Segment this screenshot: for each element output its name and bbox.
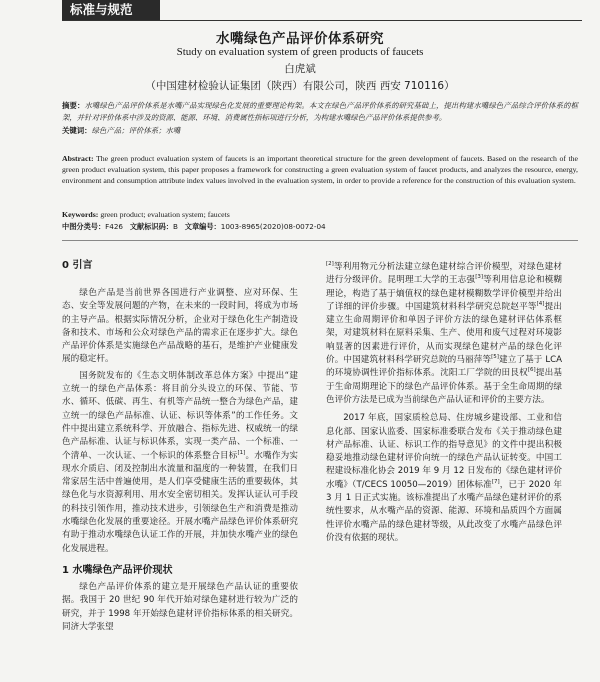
article-number-value: 1003-8965(2020)08-0072-04 (220, 222, 326, 231)
article-title-en: Study on evaluation system of green products of faucets (176, 46, 424, 58)
classification-line (62, 222, 326, 232)
doc-code-label: 文献标识码： (129, 222, 173, 231)
citation-4: [4] (536, 301, 545, 308)
keywords-en (62, 210, 230, 219)
keywords-cn-text: 绿色产品；评价体系；水嘴 (91, 125, 181, 135)
section-1-heading: 1 水嘴绿色产品评价现状 (62, 564, 173, 576)
section-1-paragraph-1e: 建立了基于 LCA 的环境协调性评价指标体系。沈阳工厂学院的田艮权 (326, 355, 562, 379)
citation-3: [3] (475, 274, 483, 281)
keywords-en-text: green product; evaluation system; faucets (100, 210, 230, 219)
clc-value: F426 (105, 222, 123, 231)
citation-5: [5] (491, 354, 499, 361)
section-1-paragraph-2 (326, 412, 562, 545)
section-tag: 标准与规范 (62, 0, 160, 20)
intro-paragraph-2 (62, 370, 298, 556)
abstract-en-label: Abstract: (62, 154, 94, 163)
article-number-label: 文章编号： (184, 222, 221, 231)
abstract-cn-label: 摘要： (62, 101, 85, 110)
doc-code-value: B (173, 222, 178, 231)
abstract-en (62, 154, 578, 187)
intro-paragraph-2b: 。水嘴作为实现水介质启、闭及控制出水流量和温度的一种装置，在我们日常家居生活中普遍使用，是人们享受健康生活的重要载体，其绿色化与水资源利用、用水安全密切相关。发挥认证认可手段的科技引领作用，推动技术进步，引领绿色生产和消费是推动水嘴绿色化发展的重要途径。开展水嘴产品绿色评价体系研究有助于推动水嘴绿色认证工作的开展，并加快水嘴产业的绿色化发展进程。 (62, 450, 298, 554)
abstract-en-text: The green product evaluation system of faucets is an important theoretical structure for the green development of faucets. Based on the research of the green product evaluation system, this paper proposes a framework for constructing a green evaluation system of faucet products, and analyzes the resource, energy, environment and consumption attribute index values involved in the evaluation system, in order to provide a reference for the construction of this evaluation system. (62, 154, 579, 185)
clc-label: 中图分类号： (62, 222, 106, 231)
keywords-en-label: Keywords: (62, 210, 99, 219)
body-column-right (326, 261, 562, 545)
keywords-cn-label: 关键词： (62, 125, 92, 135)
intro-paragraph-2a: 国务院发布的《生态文明体制改革总体方案》中提出“建立统一的绿色产品体系：将目前分头设立的环保、节能、节水、循环、低碳、再生、有机等产品统一整合为绿色产品，建立统一的绿色产品标准、认证、标识等体系”的工作任务。文件中提出建立系统科学、开放融合、指标先进、权威统一的绿色产品标准、认证与标识体系，实现一类产品、一个标准、一个清单、一次认证、一个标识的体系整合目标 (62, 370, 298, 461)
citation-1: [1] (237, 449, 246, 456)
section-1-paragraph-1a: 绿色产品评价体系的建立是开展绿色产品认证的重要依据。我国于 20 世纪 90 年代开始对绿色建材进行较为广泛的研究，并于 1998 年开始绿色建材评价指标体系的相关研究。同济大学张望 (62, 581, 298, 632)
section-1-paragraph-1-cont (326, 261, 562, 407)
abstract-cn (62, 100, 578, 137)
author-affiliation: （中国建材检验认证集团（陕西）有限公司，陕西 西安 710116） (145, 80, 455, 92)
abstract-cn-text: 水嘴绿色产品评价体系是水嘴产品实现绿色化发展的重要理论构架。本文在绿色产品评价体系的研究基础上，提出构建水嘴绿色产品综合评价体系的框架，并针对评价体系中涉及的资源、能源、环境、消费属性指标项进行分析，为构建水嘴绿色产品评价体系提供参考。 (62, 101, 578, 123)
article-title-cn: 水嘴绿色产品评价体系研究 (216, 31, 384, 47)
section-1-paragraph-2b: ，已于 2020 年 3 月 1 日正式实施。该标准提出了水嘴产品绿色建材评价的系统性要求，从水嘴产品的资源、能源、环境和品质四个方面属性评价水嘴产品的绿色建材等级，从此改变了水嘴产品绿色评价没有依据的现状。 (326, 479, 562, 543)
intro-paragraph-1: 绿色产品是当前世界各国进行产业调整、应对环保、生态、安全等发展问题的产物，在未来的一段时间，将成为市场的主导产品。根据实际情况分析，企业对于绿色化生产制造设备和技术、市场和公众对绿色产品的需求正在逐步扩大。绿色产品评价体系是实施绿色产品战略的基石，是维护产业健康发展的稳定杆。 (62, 288, 298, 365)
citation-2: [2] (326, 261, 334, 268)
citation-6: [6] (527, 367, 536, 374)
header-rule (62, 20, 582, 21)
body-column-left (62, 258, 298, 634)
section-1-paragraph-2a: 2017 年底，国家质检总局、住房城乡建设部、工业和信息化部、国家认监委、国家标准委联合发布《关于推动绿色建材产品标准、认证、标识工作的指导意见》的文件中提出积极稳妥地推动绿色建材评价向统一的绿色产品认证转变。中国工程建设标准化协会 2019 年 9 月 12 日发布的《绿色建材评价 水嘴》（T/CECS 10050—2019）团体标准 (326, 413, 562, 490)
section-1-paragraph-1d: 提出建立生命周期评价和单因子评价方法的绿色建材评估体系框架，对建筑材料在原料采集、生产、使用和废气过程对环境影响显著的因素进行评价，从而实现绿色建材产品的绿色化评价。中国建筑材料科学研究总院的马丽萍等 (326, 301, 562, 366)
citation-7: [7] (491, 478, 500, 485)
section-1-paragraph-1f: 提出基于生命周期理论下的绿色产品评价体系。基于全生命周期的绿色评价方法是已成为当前绿色产品认证和评价的主要方法。 (326, 368, 562, 405)
abstract-divider (62, 240, 578, 241)
section-1-paragraph-1c: 等利用信息论和模糊理论，构造了基于熵值权的绿色建材模糊数学评价模型并给出了详细的评价步骤。中国建筑材料科学研究总院赵平等 (326, 275, 562, 312)
author-name: 白虎斌 (284, 63, 316, 75)
intro-heading: 0 引言 (62, 260, 93, 271)
section-1-paragraph-1b: 等利用物元分析法建立绿色建材综合评价模型，对绿色建材进行分级评价。昆明理工大学的王志强 (326, 262, 562, 286)
